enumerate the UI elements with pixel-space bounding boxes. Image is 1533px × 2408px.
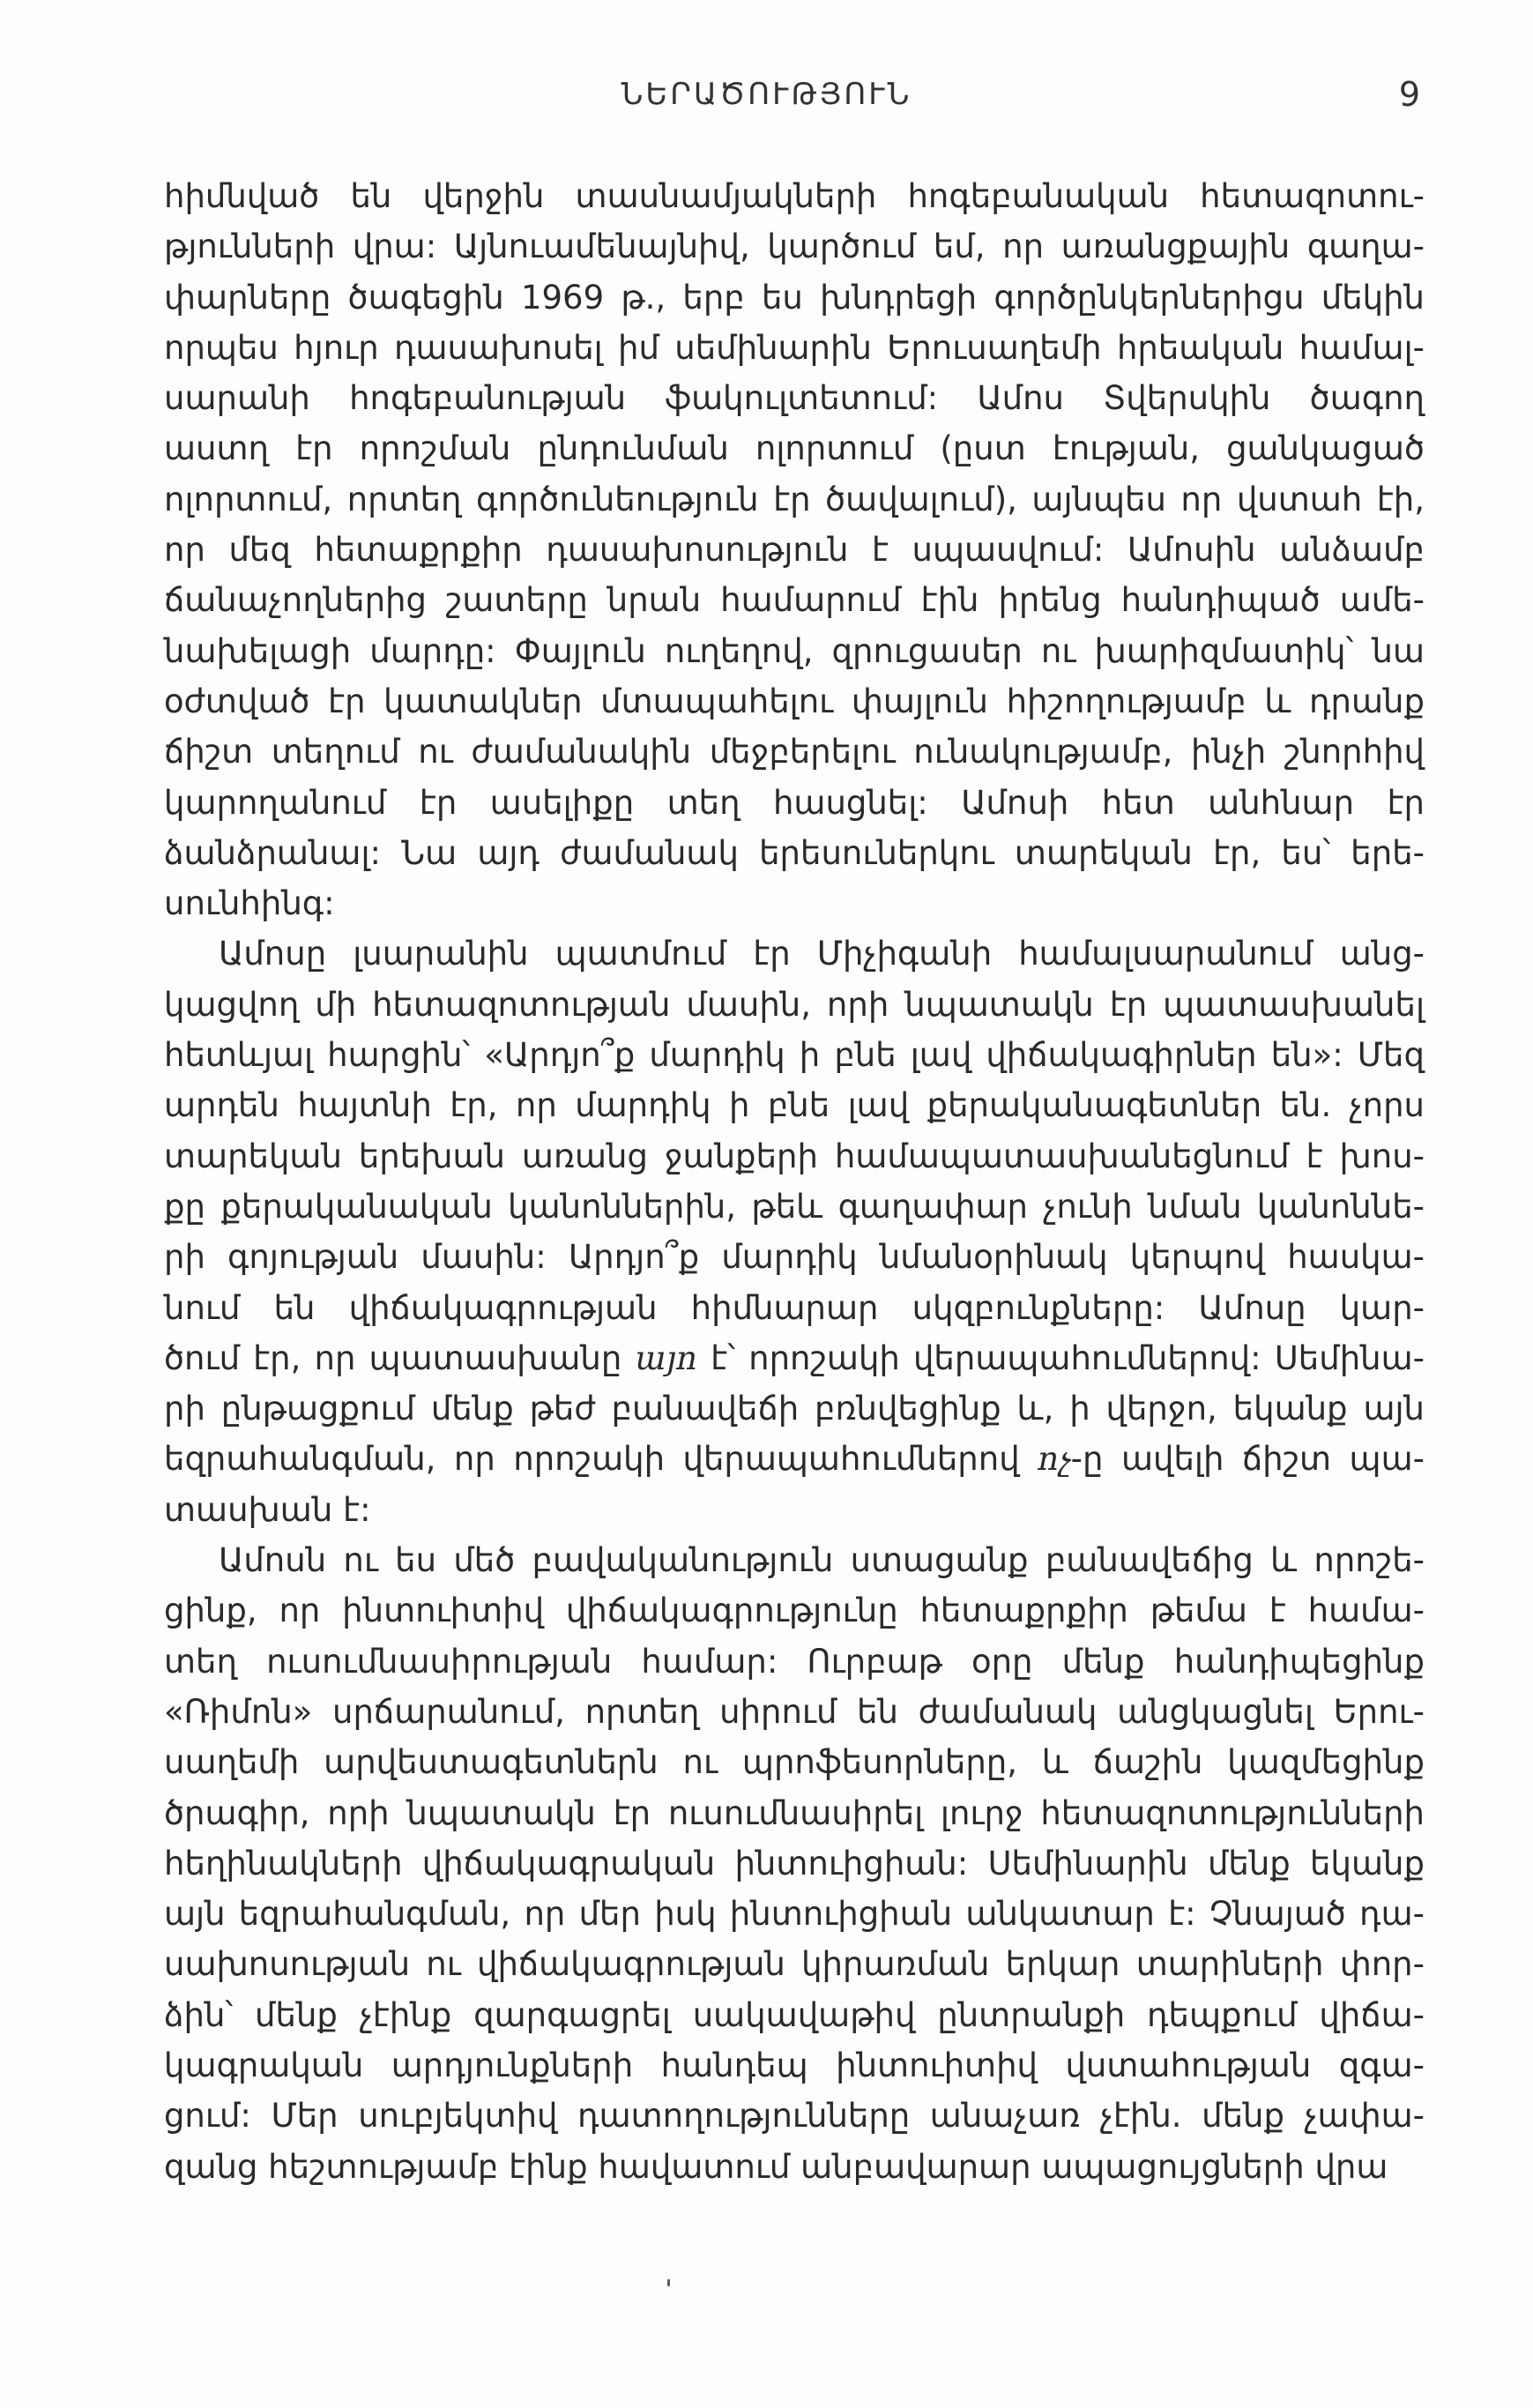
text-line: աստղ էր որոշման ընդունման ոլորտում (ըստ էության, ցանկացած <box>164 429 1425 468</box>
text-line: ցում: Մեր սուբյեկտիվ դատողությունները անաչառ չէին. մենք չափա- <box>164 2097 1425 2136</box>
text-line: րի գոյության մասին: Արդյո՞ք մարդիկ նմանօրինակ կերպով հասկա- <box>164 1238 1425 1277</box>
text-line: տարեկան երեխան առանց ջանքերի համապատասխանեցնում է խոս- <box>164 1137 1425 1175</box>
text-line: կարողանում էր ասելիքը տեղ հասցնել: Ամոսի հետ անհնար էր <box>164 783 1425 822</box>
text-line: հեղինակների վիճակագրական ինտուիցիան: Սեմինարին մենք եկանք <box>164 1844 1425 1882</box>
text-line: ցինք, որ ինտուիտիվ վիճակագրությունը հետաքրքիր թեմա է համա- <box>164 1592 1425 1630</box>
text-line: փարները ծագեցին 1969 թ., երբ ես խնդրեցի գործընկերներիցս մեկին <box>164 278 1425 317</box>
text-line: արդեն հայտնի էր, որ մարդիկ ի բնե լավ քերականագետներ են. չորս <box>164 1086 1425 1125</box>
text-line: Ամոսը լսարանին պատմում էր Միչիգանի համալսարանում անց- <box>219 935 1425 973</box>
chapter-title: ՆԵՐԱԾՈՒԹՅՈՒՆ <box>621 77 912 112</box>
text-line: ճիշտ տեղում ու ժամանակին մեջբերելու ունակությամբ, ինչի շնորհիվ <box>164 733 1425 772</box>
text-line: ձին՝ մենք չէինք զարգացրել սակավաթիվ ընտրանքի դեպքում վիճա- <box>164 1995 1425 2034</box>
text-line: եզրահանգման, որ որոշակի վերապահումներով ոչ-ը ավելի ճիշտ պա- <box>164 1440 1425 1479</box>
text-line: օժտված էր կատակներ մտապահելու փայլուն հիշողությամբ և դրանք <box>164 682 1425 720</box>
text-line: Ամոսն ու ես մեծ բավականություն ստացանք բանավեճից և որոշե- <box>219 1541 1425 1580</box>
text-line: ոլորտում, որտեղ գործունեություն էր ծավալում), այնպես որ վստահ էի, <box>164 480 1425 518</box>
text-line: այն եզրահանգման, որ մեր իսկ ինտուիցիան անկատար է: Չնայած դա- <box>164 1895 1425 1934</box>
text-line: ձանձրանալ: Նա այդ ժամանակ երեսուներկու տարեկան էր, ես՝ երե- <box>164 833 1425 872</box>
page-number: 9 <box>1398 75 1420 114</box>
text-line: ծում էր, որ պատասխանը այո է՝ որոշակի վերապահումներով: Սեմինա- <box>164 1338 1425 1377</box>
text-line: սարանի հոգեբանության ֆակուլտետում: Ամոս Տվերսկին ծագող <box>164 379 1425 418</box>
running-header <box>0 72 1533 116</box>
text-line: ճանաչողներից շատերը նրան համարում էին իրենց հանդիպած ամե- <box>164 581 1425 620</box>
body-text <box>164 171 1425 2192</box>
text-line: թյունների վրա: Այնուամենայնիվ, կարծում եմ, որ առանցքային գաղա- <box>164 227 1425 266</box>
text-line: րի ընթացքում մենք թեժ բանավեճի բռնվեցինք և, ի վերջո, եկանք այն <box>164 1390 1425 1428</box>
italic-word: ոչ <box>1038 1440 1071 1479</box>
text-line: կագրական արդյունքների հանդեպ ինտուիտիվ վստահության զգա- <box>164 2046 1425 2084</box>
text-line: սաղեմի արվեստագետներն ու պրոֆեսորները, և ճաշին կազմեցինք <box>164 1743 1425 1782</box>
text-line: տասխան է: <box>164 1490 371 1529</box>
text-line: հիմնված են վերջին տասնամյակների հոգեբանական հետազոտու- <box>164 177 1425 215</box>
text-line: ծրագիր, որի նպատակն էր ուսումնասիրել լուրջ հետազոտությունների <box>164 1793 1425 1832</box>
scan-speck <box>667 2279 670 2286</box>
text-line: սախոսության ու վիճակագրության կիրառման երկար տարիների փոր- <box>164 1945 1425 1984</box>
text-line: կացվող մի հետազոտության մասին, որի նպատակն էր պատասխանել <box>164 985 1425 1024</box>
text-line: սունհինգ: <box>164 884 335 923</box>
text-line: նախելացի մարդը: Փայլուն ուղեղով, զրուցասեր ու խարիզմատիկ՝ նա <box>164 631 1425 670</box>
text-line: քը քերականական կանոններին, թեև գաղափար չունի նման կանոննե- <box>164 1187 1425 1226</box>
italic-word: այո <box>635 1338 698 1377</box>
text-line: որ մեզ հետաքրքիր դասախոսություն է սպասվում: Ամոսին անձամբ <box>164 531 1425 570</box>
text-line: որպես հյուր դասախոսել իմ սեմինարին Երուսաղեմի հրեական համալ- <box>164 328 1425 367</box>
text-line: տեղ ուսումնասիրության համար: Ուրբաթ օրը մենք հանդիպեցինք <box>164 1642 1425 1681</box>
text-line: նում են վիճակագրության հիմնարար սկզբունքները: Ամոսը կար- <box>164 1288 1425 1327</box>
text-line: «Ռիմոն» սրճարանում, որտեղ սիրում են ժամանակ անցկացնել Երու- <box>164 1692 1425 1731</box>
text-line: հետևյալ հարցին՝ «Արդյո՞ք մարդիկ ի բնե լավ վիճակագիրներ են»: Մեզ <box>164 1036 1425 1075</box>
text-line: զանց հեշտությամբ էինք հավատում անբավարար ապացույցների վրա <box>164 2147 1388 2186</box>
